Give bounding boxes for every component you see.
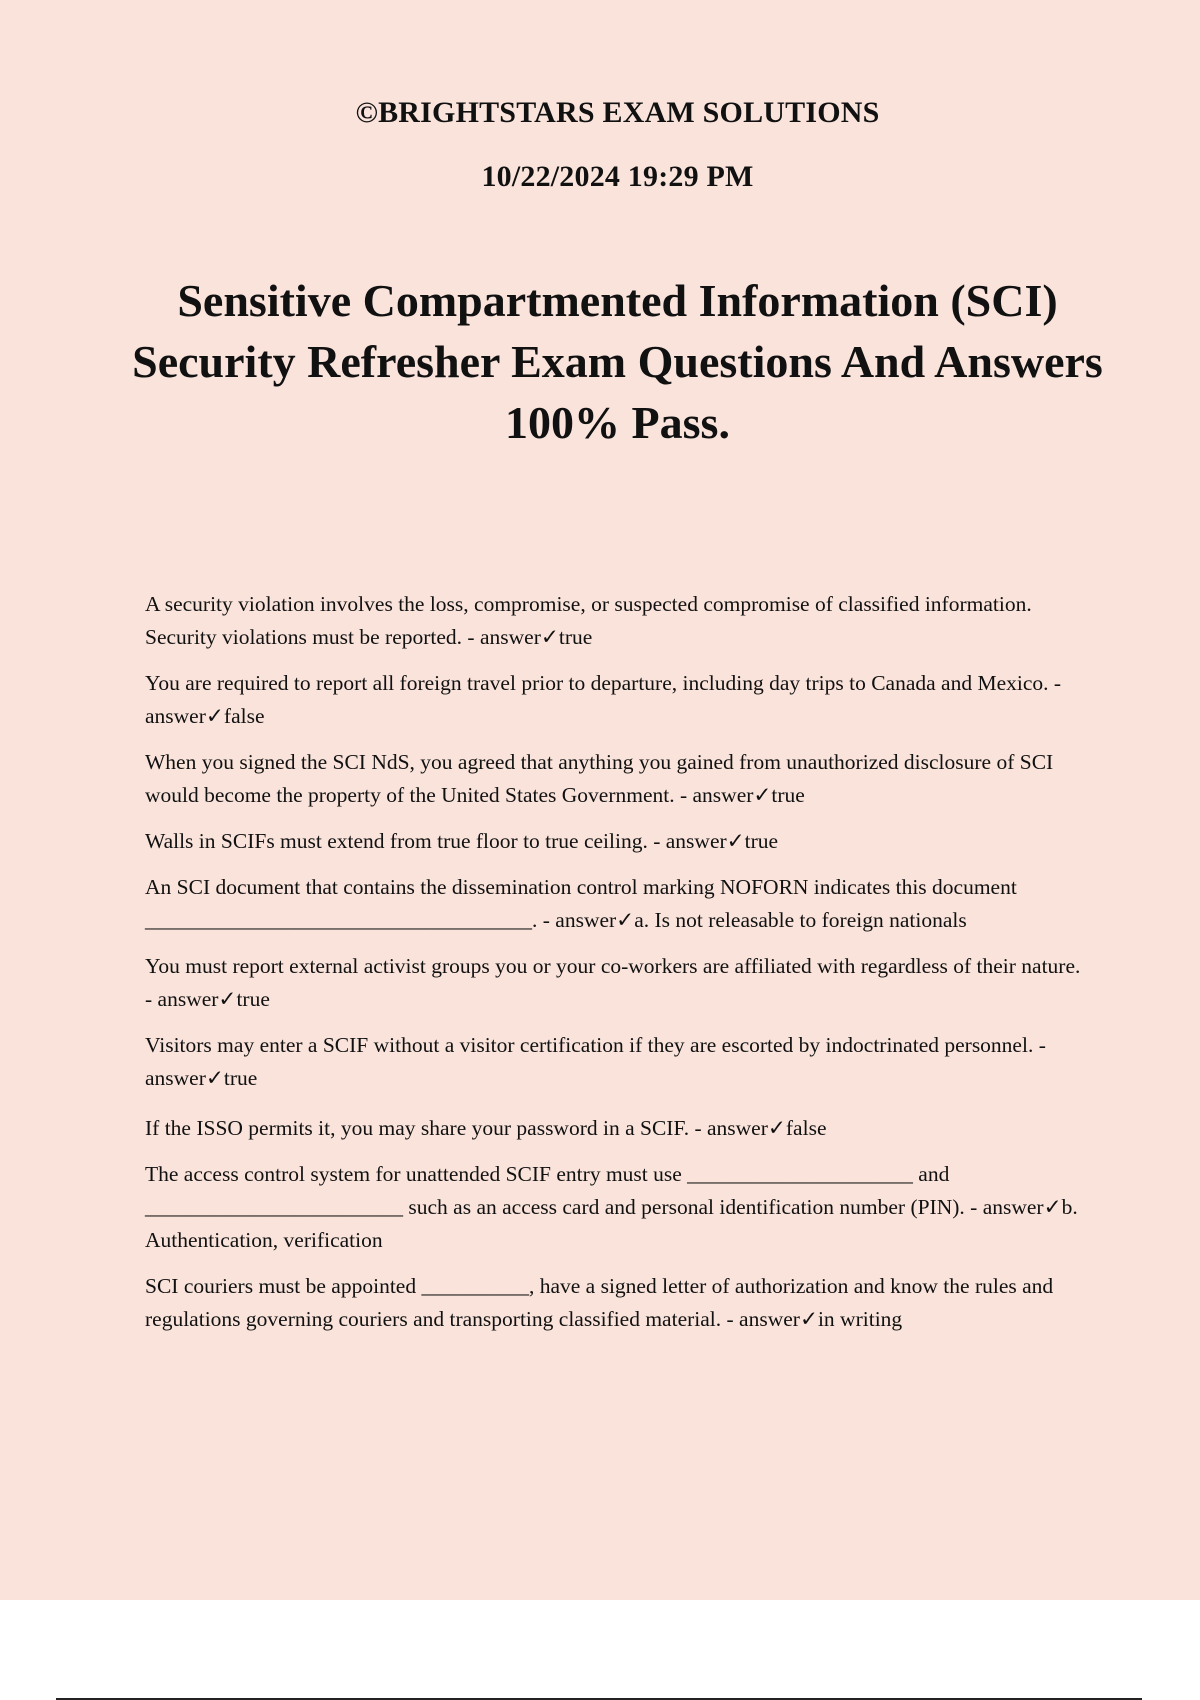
qa-item: Visitors may enter a SCIF without a visitor certification if they are escorted by indoctrinated personnel. - answer✓true <box>145 1033 1046 1090</box>
brand-header: ©BRIGHTSTARS EXAM SOLUTIONS <box>355 96 880 129</box>
qa-item: When you signed the SCI NdS, you agreed that anything you gained from unauthorized disclosure of SCI would become the property of the United States Government. - answer✓true <box>145 750 1054 807</box>
qa-item: Walls in SCIFs must extend from true floor to true ceiling. - answer✓true <box>145 829 779 853</box>
qa-item: An SCI document that contains the dissemination control marking NOFORN indicates this document ____________________________________. - answer✓a. Is not releasable to foreign nationals <box>145 875 1017 932</box>
qa-item: SCI couriers must be appointed __________, have a signed letter of authorization and know the rules and regulations governing couriers and transporting classified material. - answer✓in writing <box>145 1274 1054 1331</box>
qa-item: A security violation involves the loss, compromise, or suspected compromise of classified information. Security violations must be reported. - answer✓true <box>145 592 1032 649</box>
qa-item: You must report external activist groups you or your co-workers are affiliated with regardless of their nature. - answer✓true <box>145 954 1081 1011</box>
qa-list <box>145 588 1090 1349</box>
qa-item: You are required to report all foreign travel prior to departure, including day trips to Canada and Mexico. - answer✓false <box>145 671 1062 728</box>
document-title: Sensitive Compartmented Information (SCI) Security Refresher Exam Questions And Answers 100% Pass. <box>132 275 1103 448</box>
qa-item: If the ISSO permits it, you may share your password in a SCIF. - answer✓false <box>145 1116 827 1140</box>
datetime-header: 10/22/2024 19:29 PM <box>481 160 754 193</box>
qa-item: The access control system for unattended SCIF entry must use _____________________ and ________________________ such as an access card and personal identification number (PIN). - answer✓b. Authentication, verification <box>145 1162 1078 1252</box>
